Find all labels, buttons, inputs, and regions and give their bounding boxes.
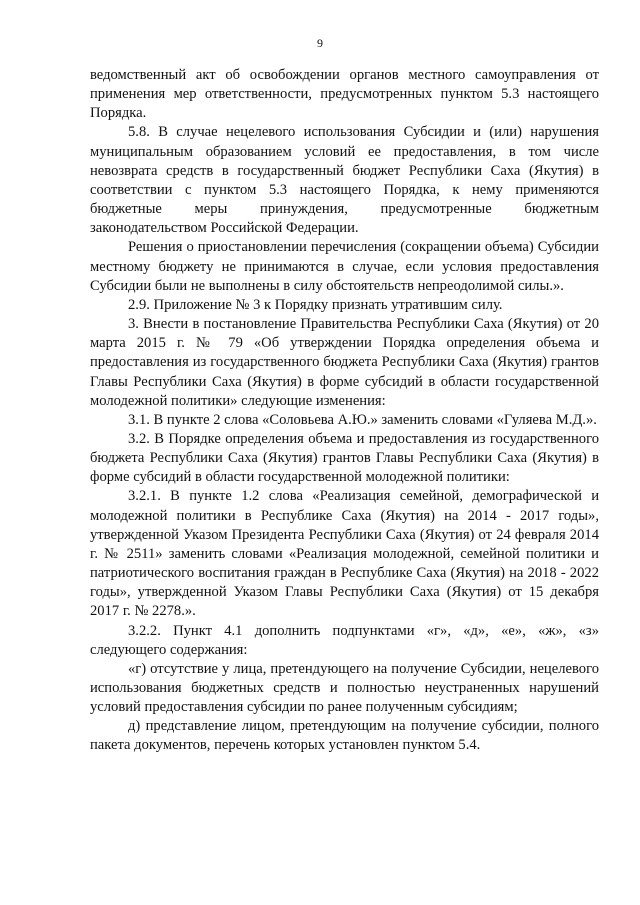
paragraph: 3. Внести в постановление Правительства Республики Саха (Якутия) от 20 марта 2015 г. № 79 «Об утверждении Порядка определения объема и предоставления из государственного бюджета Республики Саха (Якутия) грантов Главы Республики Саха (Якутия) в форме субсидий в области государственной молодежной политики» следующие изменения:	[90, 316, 599, 409]
paragraph: 3.2.1. В пункте 1.2 слова «Реализация семейной, демографической и молодежной политики в Республике Саха (Якутия) на 2014 - 2017 годы», утвержденной Указом Президента Республики Саха (Якутия) от 24 февраля 2014 г. № 2511» заменить словами «Реализация молодежной, семейной политики и патриотического воспитания граждан в Республике Саха (Якутия) на 2018 - 2022 годы», утвержденной Указом Главы Республики Саха (Якутия) от 15 декабря 2017 г. № 2278.».	[90, 488, 599, 620]
paragraph: Решения о приостановлении перечисления (сокращении объема) Субсидии местному бюджету не принимаются в случае, если условия предоставления Субсидии были не выполнены в силу обстоятельств непреодолимой силы.».	[90, 239, 599, 294]
page-number: 9	[317, 36, 323, 50]
paragraph: 3.2. В Порядке определения объема и предоставления из государственного бюджета Республики Саха (Якутия) грантов Главы Республики Саха (Якутия) в форме субсидий в области государственной молодежной политики:	[90, 430, 599, 486]
paragraph: 2.9. Приложение № 3 к Порядку признать утратившим силу.	[128, 296, 503, 313]
paragraph: 5.8. В случае нецелевого использования Субсидии и (или) нарушения муниципальным образованием условий ее предоставления, в том числе невозврата средств в государственный бюджет Республики Саха (Якутия) в соответствии с пунктом 5.3 настоящего Порядка, к нему применяются бюджетные меры принуждения, предусмотренные бюджетным законодательством Российской Федерации.	[90, 124, 599, 237]
paragraph: 3.2.2. Пункт 4.1 дополнить подпунктами «г», «д», «е», «ж», «з» следующего содержания:	[90, 622, 599, 658]
paragraph: 3.1. В пункте 2 слова «Соловьева А.Ю.» заменить словами «Гуляева М.Д.».	[128, 411, 597, 428]
paragraph: «г) отсутствие у лица, претендующего на получение Субсидии, нецелевого использования бюджетных средств и полностью неустраненных нарушений условий предоставления субсидии по ранее полученным субсидиям;	[90, 660, 599, 716]
paragraph: д) представление лицом, претендующим на получение субсидии, полного пакета документов, перечень которых установлен пунктом 5.4.	[90, 718, 599, 754]
paragraph: ведомственный акт об освобождении органов местного самоуправления от применения мер ответственности, предусмотренных пунктом 5.3 настоящего Порядка.	[90, 67, 599, 122]
document-body	[90, 66, 599, 756]
